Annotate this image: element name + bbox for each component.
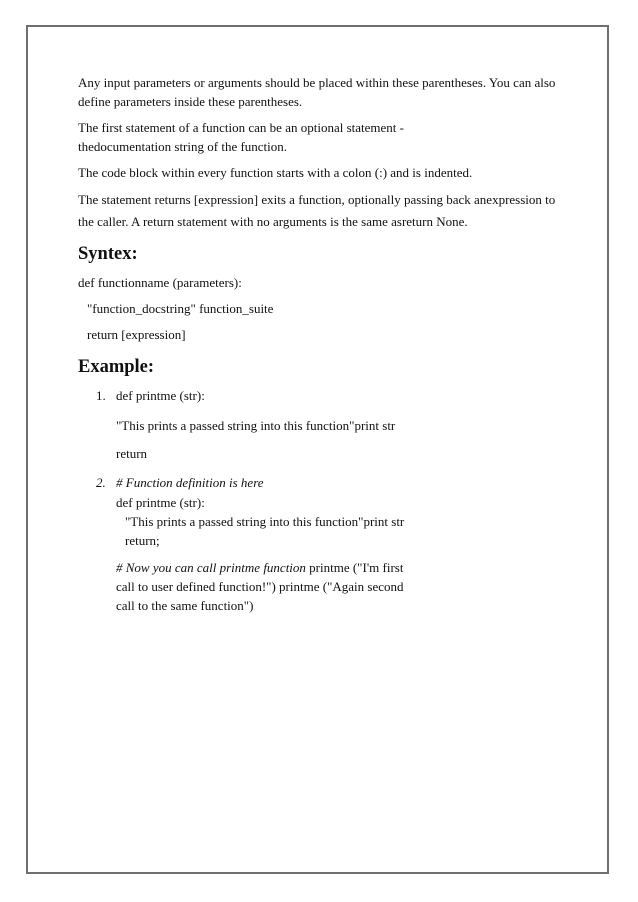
syntax-line: return [expression] [87,327,186,342]
syntax-block [78,273,568,344]
code-line: return; [125,533,160,548]
paragraph-return: The statement returns [expression] exits a function, optionally passing back anexpression to the caller. A return statement with no arguments is the same asreturn None. [78,192,556,229]
example-heading: Example: [78,357,155,377]
paragraph-docstring: The first statement of a function can be an optional statement - thedocumentation string of the function. [78,120,404,154]
code-comment-block [116,558,416,615]
paragraph-parameters: Any input parameters or arguments should be placed within these parentheses. You can also define parameters inside these parentheses. [78,75,556,109]
list-number: 1. [96,388,106,403]
code-call-text: printme ("I'm first call to user defined function!") printme ("Again second call to the same function") [116,560,404,613]
document-content [78,73,568,615]
syntax-heading: Syntex: [78,244,138,264]
code-line: "This prints a passed string into this function"print str [116,418,396,433]
list-item [78,473,568,615]
syntax-line: def functionname (parameters): [78,275,242,290]
code-comment: # Now you can call printme function [116,560,306,575]
code-line: "This prints a passed string into this function"print str [125,514,405,529]
code-line: return [116,446,148,461]
syntax-line: "function_docstring" function_suite [87,301,274,316]
example-list [78,386,568,615]
code-line: def printme (str): [116,388,205,403]
list-number: 2. [96,475,106,490]
code-comment: # Function definition is here [116,475,264,490]
list-item [78,386,568,463]
paragraph-indentation: The code block within every function starts with a colon (:) and is indented. [78,165,473,180]
code-line: def printme (str): [116,495,205,510]
